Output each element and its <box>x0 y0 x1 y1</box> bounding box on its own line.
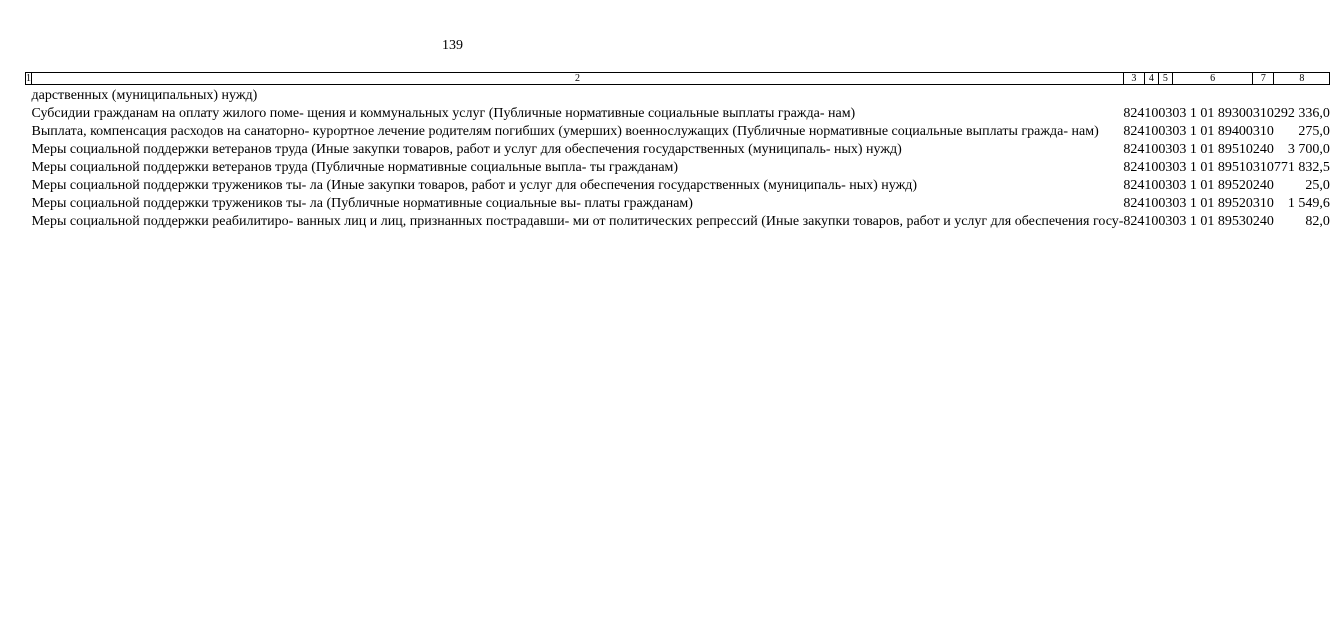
description-cell: Меры социальной поддержки ветеранов труда (Иные закупки товаров, работ и услуг для обеспечения государственных (муниципаль- ных) нужд) <box>31 142 902 157</box>
subsection-code-cell: 03 <box>1158 196 1173 211</box>
amount-cell: 82,0 <box>1305 214 1330 229</box>
target-article-cell: 03 1 01 89520 <box>1172 178 1253 193</box>
target-article-cell: 03 1 01 89520 <box>1172 196 1253 211</box>
table-row <box>26 104 1330 122</box>
column-number-row <box>26 73 1330 85</box>
column-number: 7 <box>1253 73 1274 85</box>
target-article-cell: 03 1 01 89400 <box>1172 124 1253 139</box>
description-cell: Меры социальной поддержки тружеников ты- ла (Публичные нормативные социальные вы- платы гражданам) <box>31 196 693 211</box>
amount-cell: 771 832,5 <box>1273 160 1330 175</box>
column-number: 3 <box>1123 73 1144 85</box>
target-article-cell: 03 1 01 89510 <box>1172 142 1253 157</box>
description-cell: Меры социальной поддержки реабилитиро- ванных лиц и лиц, признанных пострадавши- ми от политических репрессий (Иные закупки товаров, работ и услуг для обеспечения госу- <box>31 214 1124 229</box>
table-row <box>26 212 1330 230</box>
section-code-cell: 10 <box>1144 196 1159 211</box>
target-article-cell: 03 1 01 89300 <box>1172 106 1253 121</box>
ministry-code-cell: 824 <box>1123 160 1145 175</box>
description-cell: Субсидии гражданам на оплату жилого поме- щения и коммунальных услуг (Публичные нормативные социальные выплаты гражда- нам) <box>31 106 856 121</box>
subsection-code-cell: 03 <box>1158 142 1173 157</box>
ministry-code-cell: 824 <box>1123 124 1145 139</box>
target-article-cell: 03 1 01 89530 <box>1172 214 1253 229</box>
amount-cell: 275,0 <box>1298 124 1330 139</box>
section-code-cell: 10 <box>1144 160 1159 175</box>
column-number: 8 <box>1274 73 1330 85</box>
target-article-cell: 03 1 01 89510 <box>1172 160 1253 175</box>
section-code-cell: 10 <box>1144 106 1159 121</box>
expense-type-cell: 240 <box>1252 142 1274 157</box>
table-row <box>26 85 1330 105</box>
ministry-code-cell: 824 <box>1123 196 1145 211</box>
table-row <box>26 122 1330 140</box>
amount-cell: 25,0 <box>1305 178 1330 193</box>
column-number: 4 <box>1144 73 1158 85</box>
expense-type-cell: 310 <box>1252 124 1274 139</box>
ministry-code-cell: 824 <box>1123 106 1145 121</box>
ministry-code-cell <box>1123 85 1144 105</box>
subsection-code-cell: 03 <box>1158 106 1173 121</box>
expense-type-cell <box>1253 85 1274 105</box>
column-number: 1 <box>26 73 31 84</box>
subsection-code-cell: 03 <box>1158 214 1173 229</box>
expense-type-cell: 310 <box>1252 160 1274 175</box>
expense-type-cell: 310 <box>1252 106 1274 121</box>
target-article-cell <box>1172 85 1253 105</box>
table-row <box>26 194 1330 212</box>
expense-type-cell: 310 <box>1252 196 1274 211</box>
column-number: 5 <box>1158 73 1172 85</box>
table-row <box>26 176 1330 194</box>
ministry-code-cell: 824 <box>1123 214 1145 229</box>
subsection-code-cell: 03 <box>1158 160 1173 175</box>
section-code-cell: 10 <box>1144 214 1159 229</box>
ministry-code-cell: 824 <box>1123 178 1145 193</box>
table-row <box>26 140 1330 158</box>
column-number: 2 <box>32 73 1124 85</box>
amount-cell <box>1274 85 1330 105</box>
budget-table <box>25 72 1330 230</box>
page-number: 139 <box>442 38 463 53</box>
amount-cell: 3 700,0 <box>1287 142 1330 157</box>
expense-type-cell: 240 <box>1252 214 1274 229</box>
subsection-code-cell <box>1158 85 1172 105</box>
section-code-cell <box>1144 85 1158 105</box>
amount-cell: 1 549,6 <box>1287 196 1330 211</box>
subsection-code-cell: 03 <box>1158 124 1173 139</box>
section-code-cell: 10 <box>1144 124 1159 139</box>
column-number: 6 <box>1172 73 1253 85</box>
description-cell: дарственных (муниципальных) нужд) <box>31 88 258 103</box>
amount-cell: 292 336,0 <box>1273 106 1330 121</box>
table-row <box>26 158 1330 176</box>
description-cell: Меры социальной поддержки тружеников ты- ла (Иные закупки товаров, работ и услуг для обеспечения государственных (муниципаль- ных) нужд) <box>31 178 918 193</box>
section-code-cell: 10 <box>1144 178 1159 193</box>
description-cell: Меры социальной поддержки ветеранов труда (Публичные нормативные социальные выпла- ты гражданам) <box>31 160 679 175</box>
subsection-code-cell: 03 <box>1158 178 1173 193</box>
ministry-code-cell: 824 <box>1123 142 1145 157</box>
expense-type-cell: 240 <box>1252 178 1274 193</box>
description-cell: Выплата, компенсация расходов на санаторно- курортное лечение родителям погибших (умерших) военнослужащих (Публичные нормативные социальные выплаты гражда- нам) <box>31 124 1099 139</box>
section-code-cell: 10 <box>1144 142 1159 157</box>
